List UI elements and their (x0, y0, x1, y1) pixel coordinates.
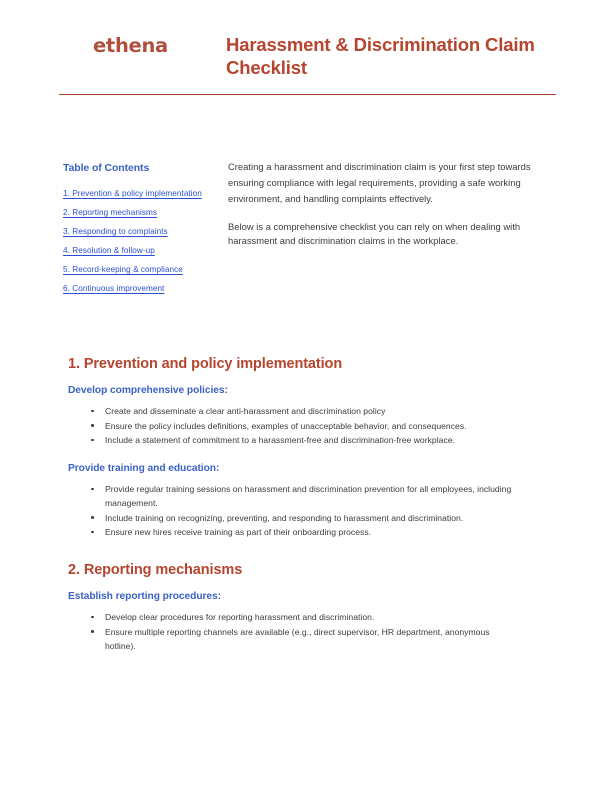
section-2 (68, 561, 512, 653)
section-1-heading: 1. Prevention and policy implementation (68, 356, 343, 372)
subsection-heading: Develop comprehensive policies: (68, 385, 228, 396)
checklist-content (68, 355, 512, 653)
page-title: Harassment & Discrimination Claim Checklist (226, 34, 535, 78)
section-2-subsection-1 (68, 590, 512, 653)
list-item: Provide regular training sessions on harassment and discrimination prevention for all employees, including management. (68, 482, 512, 510)
list-item (63, 183, 208, 201)
list-item: Include a statement of commitment to a harassment-free and discrimination-free workplace. (68, 433, 512, 447)
toc-link-6[interactable]: 6. Continuous improvement (63, 284, 165, 293)
table-of-contents (63, 162, 208, 297)
section-1-subsection-2 (68, 462, 512, 539)
section-1 (68, 355, 512, 539)
intro-paragraph-1: Creating a harassment and discrimination claim is your first step towards ensuring compliance with legal requirements, providing a safe working environment, and handling complaints effectively. (228, 161, 531, 205)
bullet-list (68, 482, 512, 539)
section-1-subsection-1 (68, 384, 512, 447)
toc-heading: Table of Contents (63, 162, 150, 174)
list-item (63, 259, 208, 277)
list-item (63, 221, 208, 239)
list-item (63, 202, 208, 220)
toc-link-1[interactable]: 1. Prevention & policy implementation (63, 189, 202, 198)
list-item: Include training on recognizing, preventing, and responding to harassment and discrimination. (68, 511, 512, 525)
list-item: Ensure multiple reporting channels are available (e.g., direct supervisor, HR department, anonymous hotline). (68, 625, 512, 653)
header-divider (59, 94, 556, 95)
list-item (63, 278, 208, 296)
intro-paragraph-2: Below is a comprehensive checklist you can rely on when dealing with harassment and discrimination claims in the workplace. (228, 220, 521, 247)
document-header (59, 30, 556, 90)
toc-link-3[interactable]: 3. Responding to complaints (63, 227, 168, 236)
list-item: Ensure the policy includes definitions, examples of unacceptable behavior, and consequences. (68, 419, 512, 433)
toc-link-5[interactable]: 5. Record-keeping & compliance (63, 265, 183, 274)
list-item: Ensure new hires receive training as part of their onboarding process. (68, 525, 512, 539)
ethena-logo: ethena (93, 34, 168, 57)
list-item: Develop clear procedures for reporting harassment and discrimination. (68, 610, 512, 624)
bullet-list (68, 610, 512, 653)
list-item: Create and disseminate a clear anti-harassment and discrimination policy (68, 404, 512, 418)
subsection-heading: Provide training and education: (68, 463, 220, 474)
section-2-heading: 2. Reporting mechanisms (68, 562, 243, 578)
toc-list (63, 183, 208, 296)
intro-text (228, 159, 544, 249)
list-item (63, 240, 208, 258)
bullet-list (68, 404, 512, 447)
subsection-heading: Establish reporting procedures: (68, 591, 221, 602)
toc-link-4[interactable]: 4. Resolution & follow-up (63, 246, 155, 255)
toc-link-2[interactable]: 2. Reporting mechanisms (63, 208, 157, 217)
